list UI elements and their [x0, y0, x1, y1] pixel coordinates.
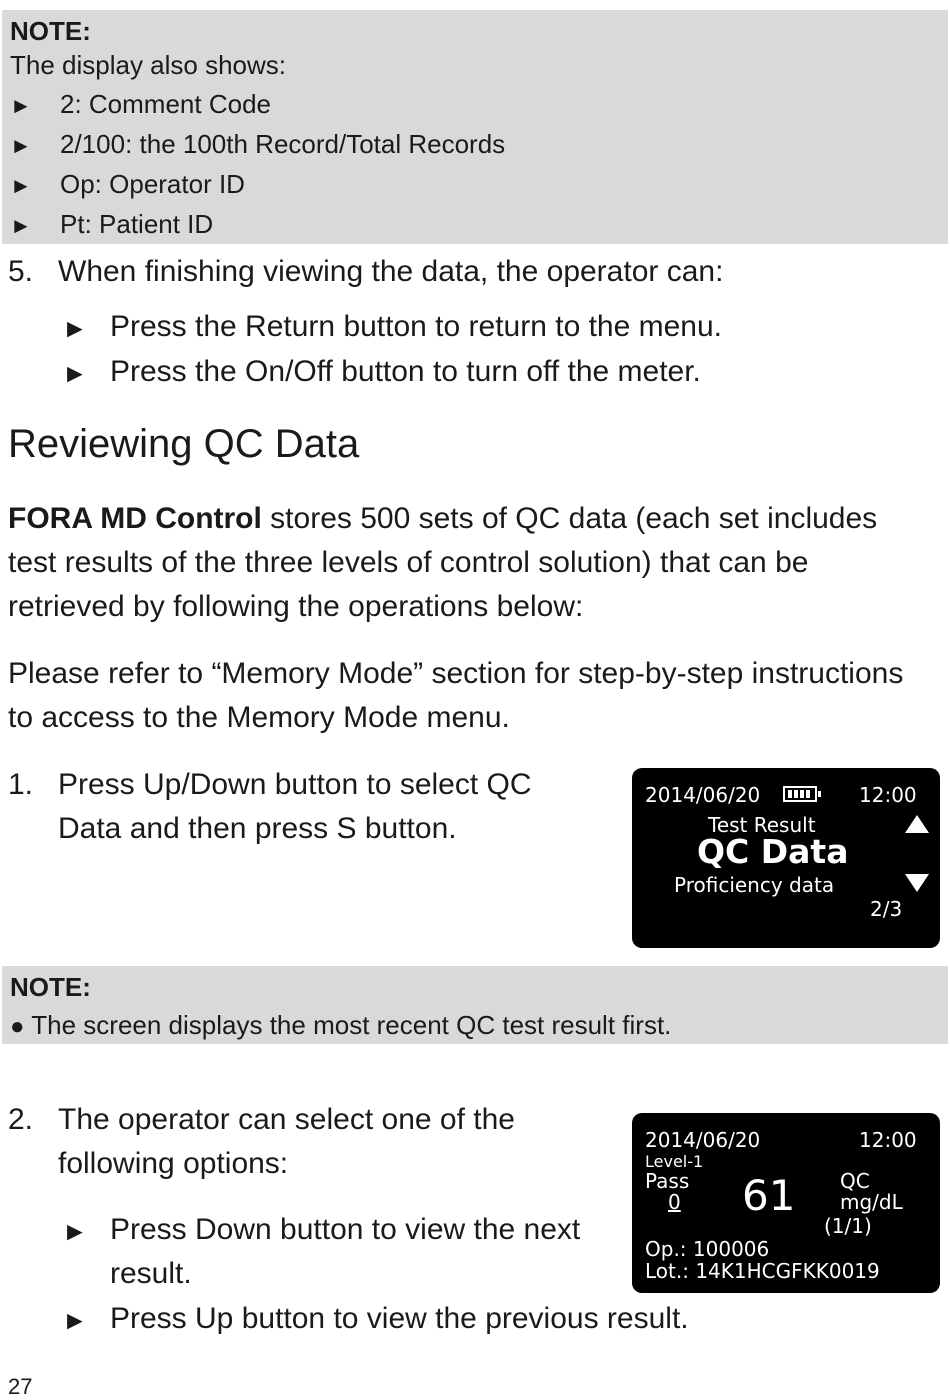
step-2-number: 2. — [8, 1103, 34, 1136]
screen-value: 61 — [742, 1171, 796, 1220]
screen-comment-code: 0 — [668, 1190, 681, 1214]
step-2-bullet: Press Down button to view the next result. — [110, 1213, 581, 1290]
note-box-recent-result — [2, 966, 948, 1044]
step-5-text: When finishing viewing the data, the operator can: — [58, 255, 724, 288]
screen-date: 2014/06/20 — [645, 783, 761, 807]
arrow-icon: ► — [10, 93, 32, 118]
step-5-bullet: Press the Return button to return to the menu. — [110, 310, 723, 343]
screen-operator: Op.: 100006 — [645, 1237, 770, 1261]
step-2-bullet: Press Up button to view the previous result. — [110, 1302, 689, 1335]
arrow-icon: ► — [62, 1305, 88, 1335]
note-title: NOTE: — [10, 16, 91, 46]
page-number: 27 — [8, 1374, 33, 1399]
arrow-icon: ► — [10, 213, 32, 238]
meter-screen-qc-result — [632, 1113, 940, 1293]
screen-page: 2/3 — [870, 897, 903, 921]
screen-test-result: Test Result — [708, 813, 816, 837]
screen-time: 12:00 — [859, 783, 917, 807]
section-heading: Reviewing QC Data — [8, 422, 360, 466]
note-item: ● The screen displays the most recent QC test result first. — [10, 1010, 672, 1040]
up-arrow-icon — [905, 815, 929, 833]
note-intro: The display also shows: — [10, 50, 287, 80]
note-item: ► Op: Operator ID — [10, 165, 940, 205]
step-2-text: The operator can select one of the following options: — [58, 1103, 515, 1180]
arrow-icon: ► — [10, 173, 32, 198]
screen-status: Pass — [645, 1169, 690, 1193]
screen-qc-label: QC — [840, 1169, 870, 1193]
step-5-bullet: Press the On/Off button to turn off the meter. — [110, 355, 701, 388]
screen-unit: mg/dL — [840, 1190, 903, 1214]
screen-lot: Lot.: 14K1HCGFKK0019 — [645, 1259, 880, 1283]
note-item: ► Pt: Patient ID — [10, 205, 940, 245]
note-title: NOTE: — [10, 972, 91, 1002]
screen-date: 2014/06/20 — [645, 1128, 761, 1152]
step-1-text: Press Up/Down button to select QC Data and then press S button. — [58, 768, 532, 845]
step-5-number: 5. — [8, 255, 34, 288]
meter-screen-qc-data-menu — [632, 768, 940, 948]
screen-proficiency-data: Proficiency data — [674, 873, 835, 897]
arrow-icon: ► — [62, 313, 88, 343]
arrow-icon: ► — [62, 1216, 88, 1246]
bullet-dot-icon: ● — [10, 1013, 25, 1040]
memory-mode-paragraph: Please refer to “Memory Mode” section for step-by-step instructions to access to the Memory Mode menu. — [8, 657, 904, 734]
arrow-icon: ► — [62, 358, 88, 388]
product-name: FORA MD Control — [8, 502, 262, 535]
arrow-icon: ► — [10, 133, 32, 158]
step-1-number: 1. — [8, 768, 34, 801]
down-arrow-icon — [905, 874, 929, 892]
note-item: ► 2/100: the 100th Record/Total Records — [10, 125, 940, 165]
intro-paragraph: FORA MD Control stores 500 sets of QC data (each set includes test results of the three levels of control solution) that can be retrieved by following the operations below: — [8, 502, 878, 623]
screen-qc-data: QC Data — [697, 832, 849, 871]
screen-time: 12:00 — [859, 1128, 917, 1152]
note-box-display-info — [2, 10, 948, 244]
note-item: ► 2: Comment Code — [10, 85, 940, 125]
screen-record: (1/1) — [824, 1214, 872, 1238]
screen-level: Level-1 — [645, 1152, 704, 1171]
battery-icon — [783, 786, 817, 802]
